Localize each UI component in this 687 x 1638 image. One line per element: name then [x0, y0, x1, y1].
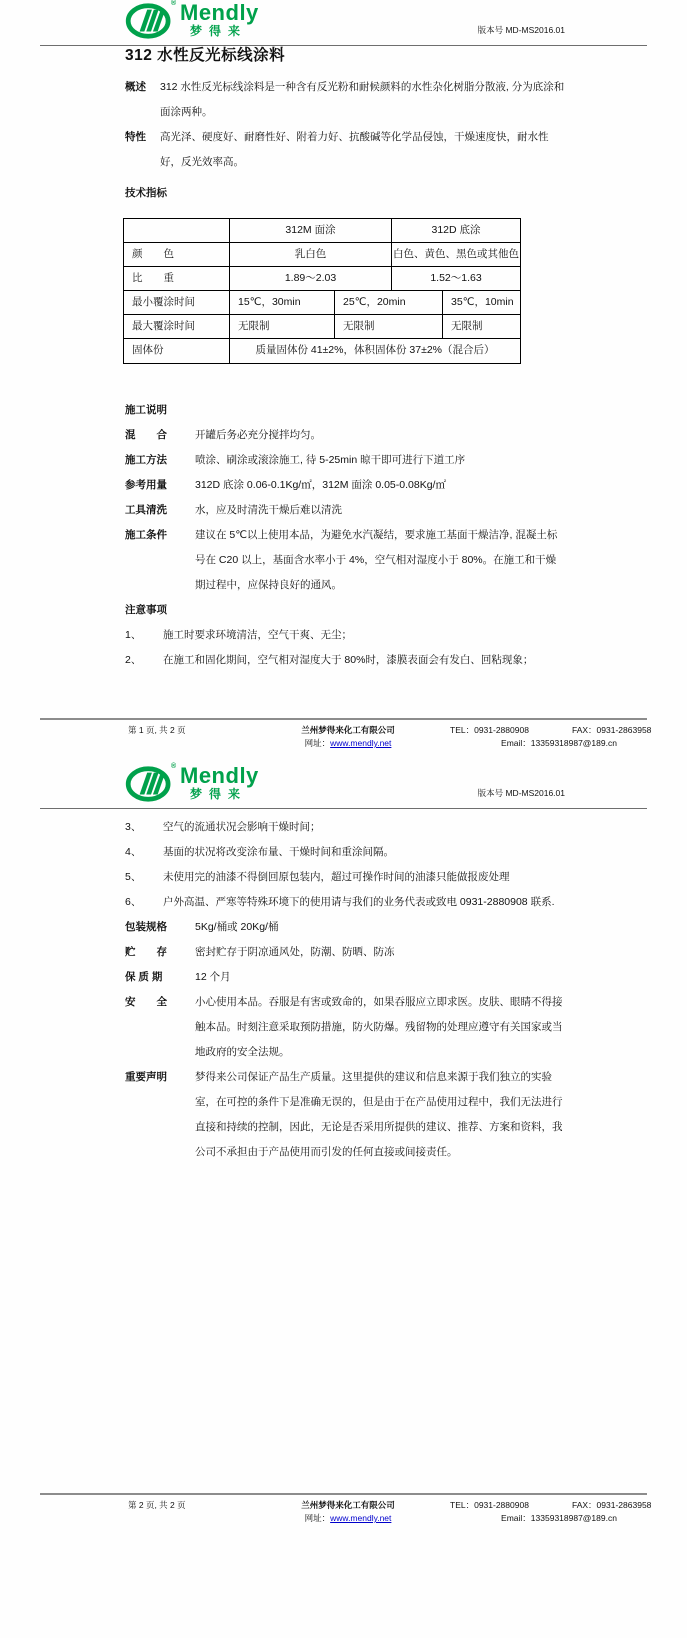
- note-number: 5、: [125, 871, 142, 883]
- table-cell: 颜 色: [124, 243, 230, 266]
- brand-wordmark: [180, 765, 259, 800]
- table-cell: 白色、黄色、黑色或其他色: [393, 248, 519, 260]
- website-label: 网址：: [304, 738, 331, 748]
- website-line: [268, 1512, 428, 1525]
- note-text: 空气的流通状况会影响干燥时间；: [163, 821, 321, 833]
- note-item: [125, 890, 565, 915]
- mixing-label: 混 合: [125, 429, 167, 441]
- overview-text: 312 水性反光标线涂料是一种含有反光粉和耐候颜料的水性杂化树脂分散液, 分为底涂和面涂两种。: [160, 81, 565, 118]
- features-text: 高光泽、硬度好、耐磨性好、附着力好、抗酸碱等化学品侵蚀，干燥速度快，耐水性好，反光效率高。: [160, 131, 549, 168]
- note-number: 3、: [125, 821, 142, 833]
- page-title: 312 水性反光标线涂料: [125, 47, 286, 64]
- footer-line-1: [40, 1499, 652, 1512]
- note-text: 施工时要求环境清洁，空气干爽、无尘；: [163, 629, 352, 641]
- safety-label: 安 全: [125, 996, 167, 1008]
- mendly-logo-icon: [125, 2, 177, 40]
- table-row: [124, 315, 520, 339]
- table-cell: 最大覆涂时间: [124, 315, 230, 338]
- page2-header: [0, 765, 687, 809]
- note-text: 户外高温、严寒等特殊环境下的使用请与我们的业务代表或致电 0931-2880908 联系.: [163, 896, 555, 908]
- table-row: [124, 339, 520, 363]
- footer-line-2: [40, 1512, 647, 1525]
- table-cell: 1.89～2.03: [230, 267, 392, 290]
- table-cell: 25℃，20min: [335, 291, 443, 314]
- storage-row: [125, 940, 565, 965]
- cleaning-label: 工具清洗: [125, 504, 167, 516]
- note-item: [125, 623, 565, 648]
- table-cell: 无限制: [451, 320, 483, 332]
- website-line: [268, 737, 428, 750]
- features-label: 特性: [125, 131, 146, 143]
- storage-label: 贮 存: [125, 946, 167, 958]
- mendly-logo-icon: [125, 765, 177, 803]
- brand-name-cn: 梦得来: [190, 787, 248, 801]
- note-number: 2、: [125, 654, 142, 666]
- note-number: 1、: [125, 629, 142, 641]
- page1-header: [0, 2, 687, 46]
- shelf-life-label: 保 质 期: [125, 971, 163, 983]
- table-row: [124, 243, 520, 267]
- table-cell: 乳白色: [230, 243, 392, 266]
- packaging-row: [125, 915, 565, 940]
- page1-footer: [40, 718, 652, 750]
- table-cell: 质量固体份 41±2%，体积固体份 37±2%（混合后）: [255, 344, 495, 356]
- note-item: [125, 865, 565, 890]
- fax-text: FAX：0931-2863958: [572, 725, 652, 735]
- page-number: 第 1 页, 共 2 页: [128, 725, 186, 735]
- website-link[interactable]: www.mendly.net: [330, 1513, 392, 1523]
- header-rule: [40, 808, 647, 809]
- table-cell: 固体份: [124, 339, 230, 363]
- features-section: [125, 125, 565, 175]
- registered-mark: ®: [171, 0, 177, 7]
- brand-logo: [125, 765, 687, 805]
- method-row: [125, 448, 565, 473]
- method-text: 喷涂、刷涂或滚涂施工, 待 5-25min 晾干即可进行下道工序: [195, 454, 466, 466]
- notes-header: 注意事项: [125, 604, 167, 616]
- overview-section: [125, 75, 565, 125]
- company-name: 兰州梦得来化工有限公司: [301, 725, 395, 735]
- table-cell: 比 重: [124, 267, 230, 290]
- disclaimer-label: 重要声明: [125, 1071, 167, 1083]
- note-text: 未使用完的油漆不得倒回原包装内，超过可操作时间的油漆只能做报废处理: [163, 871, 510, 883]
- email-text: Email：13359318987@189.cn: [501, 1513, 617, 1523]
- version-label: 版本号 MD-MS2016.01: [477, 25, 565, 35]
- table-row: [124, 219, 520, 243]
- table-cell: 无限制: [335, 315, 443, 338]
- company-name: 兰州梦得来化工有限公司: [301, 1500, 395, 1510]
- storage-text: 密封贮存于阴凉通风处，防潮、防晒、防冻: [195, 946, 395, 958]
- table-row: [124, 267, 520, 291]
- note-number: 4、: [125, 846, 142, 858]
- website-label: 网址：: [304, 1513, 331, 1523]
- tech-spec-header: 技术指标: [125, 187, 167, 199]
- brand-name-cn: 梦得来: [190, 24, 248, 38]
- conditions-row: [125, 523, 565, 598]
- overview-label: 概述: [125, 81, 146, 93]
- cleaning-text: 水，应及时清洗干燥后难以清洗: [195, 504, 342, 516]
- website-link[interactable]: www.mendly.net: [330, 738, 392, 748]
- table-cell: 312M 面涂: [230, 219, 392, 242]
- note-number: 6、: [125, 896, 142, 908]
- tech-spec-table: [123, 218, 521, 364]
- version-label: 版本号 MD-MS2016.01: [477, 788, 565, 798]
- note-item: [125, 840, 565, 865]
- safety-text: 小心使用本品。吞服是有害或致命的，如果吞服应立即求医。皮肤、眼睛不得接触本品。时刻注意采取预防措施，防火防爆。残留物的处理应遵守有关国家或当地政府的安全法规。: [195, 996, 563, 1058]
- shelf-life-row: [125, 965, 565, 990]
- note-item: [125, 648, 565, 673]
- table-cell: 最小覆涂时间: [124, 291, 230, 314]
- dosage-row: [125, 473, 565, 498]
- dosage-text: 312D 底涂 0.06-0.1Kg/㎡，312M 面涂 0.05-0.08Kg/㎡: [195, 479, 446, 491]
- table-cell: 312D 底涂: [431, 224, 481, 236]
- conditions-text: 建议在 5℃以上使用本品，为避免水汽凝结，要求施工基面干燥洁净, 混凝土标号在 C20 以上，基面含水率小于 4%，空气相对湿度小于 80%。在施工和干燥期过程中，应保持良好的通风。: [195, 529, 558, 591]
- page2-body: [125, 815, 565, 1165]
- fax-text: FAX：0931-2863958: [572, 1500, 652, 1510]
- note-item: [125, 815, 565, 840]
- page-number: 第 2 页, 共 2 页: [128, 1500, 186, 1510]
- dosage-label: 参考用量: [125, 479, 167, 491]
- registered-mark: ®: [171, 763, 177, 770]
- mixing-row: [125, 423, 565, 448]
- packaging-text: 5Kg/桶或 20Kg/桶: [195, 921, 279, 933]
- email-text: Email：13359318987@189.cn: [501, 738, 617, 748]
- construction-header: 施工说明: [125, 404, 167, 416]
- disclaimer-row: [125, 1065, 565, 1165]
- footer-line-2: [40, 737, 647, 750]
- note-text: 基面的状况将改变涂布量、干燥时间和重涂间隔。: [163, 846, 394, 858]
- brand-logo: [125, 2, 687, 42]
- shelf-life-text: 12 个月: [195, 971, 231, 983]
- safety-row: [125, 990, 565, 1065]
- table-row: [124, 291, 520, 315]
- tel-text: TEL：0931-2880908: [450, 725, 529, 735]
- table-cell: 1.52～1.63: [430, 272, 482, 284]
- packaging-label: 包装规格: [125, 921, 167, 933]
- table-cell: 35℃，10min: [451, 296, 514, 308]
- page2-footer: [40, 1493, 652, 1525]
- table-cell: 无限制: [230, 315, 335, 338]
- brand-name-en: Mendly: [180, 0, 259, 25]
- table-cell: [124, 219, 230, 242]
- conditions-label: 施工条件: [125, 529, 167, 541]
- cleaning-row: [125, 498, 565, 523]
- brand-name-en: Mendly: [180, 763, 259, 788]
- note-text: 在施工和固化期间，空气相对湿度大于 80%时，漆膜表面会有发白、回粘现象；: [163, 654, 534, 666]
- method-label: 施工方法: [125, 454, 167, 466]
- page1-body: [125, 44, 565, 673]
- mixing-text: 开罐后务必充分搅拌均匀。: [195, 429, 321, 441]
- brand-wordmark: [180, 2, 259, 37]
- tel-text: TEL：0931-2880908: [450, 1500, 529, 1510]
- table-cell: 15℃，30min: [230, 291, 335, 314]
- disclaimer-text: 梦得来公司保证产品生产质量。这里提供的建议和信息来源于我们独立的实验室，在可控的条件下是准确无误的，但是由于在产品使用过程中，我们无法进行直接和持续的控制，因此，无论是否采用所提供的建议、推荐、方案和资料，我公司不承担由于产品使用而引发的任何直接或间接责任。: [195, 1071, 563, 1158]
- footer-line-1: [40, 724, 652, 737]
